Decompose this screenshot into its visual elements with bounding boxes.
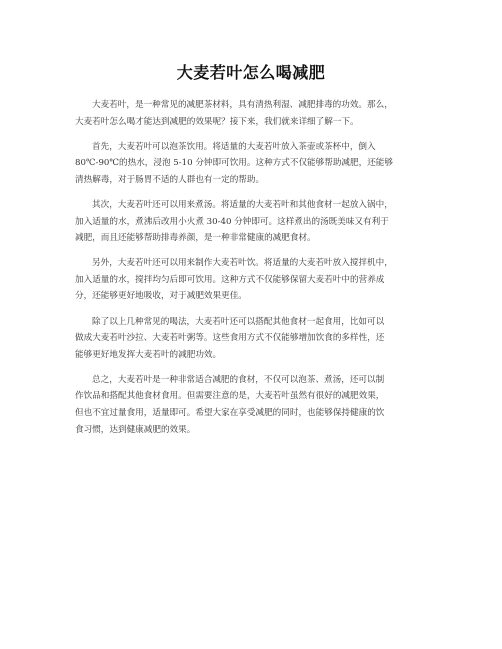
paragraph-line: 分，还能够更好地吸收，对于减肥效果更佳。 xyxy=(75,291,247,302)
paragraph-line: 首先，大麦若叶可以泡茶饮用。将适量的大麦若叶放入茶壶或茶杯中，倒入 xyxy=(92,141,376,152)
paragraph-line: 加入适量的水，搅拌均匀后即可饮用。这种方式不仅能够保留大麦若叶中的营养成 xyxy=(75,274,385,285)
paragraph-line: 大麦若叶怎么喝才能达到减肥的效果呢？接下来，我们就来详细了解一下。 xyxy=(75,116,359,127)
paragraph-pairing xyxy=(75,314,437,364)
paragraph-line: 但也不宜过量食用，适量即可。希望大家在享受减肥的同时，也能够保持健康的饮 xyxy=(75,408,385,418)
paragraph-line: 食习惯，达到健康减肥的效果。 xyxy=(75,424,196,435)
paragraph-intro xyxy=(75,97,437,130)
paragraph-soup xyxy=(75,197,437,247)
paragraph-line: 其次，大麦若叶还可以用来煮汤。将适量的大麦若叶和其他食材一起放入锅中， xyxy=(92,199,393,210)
paragraph-line: 另外，大麦若叶还可以用来制作大麦若叶饮。将适量的大麦若叶放入搅拌机中， xyxy=(92,258,393,269)
paragraph-line: 做成大麦若叶沙拉、大麦若叶粥等。这些食用方式不仅能够增加饮食的多样性，还 xyxy=(75,333,385,344)
paragraph-drink xyxy=(75,255,437,305)
paragraph-tea xyxy=(75,139,437,189)
paragraph-line: 总之，大麦若叶是一种非常适合减肥的食材，不仅可以泡茶、煮汤，还可以制 xyxy=(92,374,385,385)
document-body xyxy=(75,97,437,447)
paragraph-line: 除了以上几种常见的喝法，大麦若叶还可以搭配其他食材一起食用，比如可以 xyxy=(92,316,385,327)
paragraph-line: 清热解毒，对于肠胃不适的人群也有一定的帮助。 xyxy=(75,174,265,185)
document-title: 大麦若叶怎么喝减肥 xyxy=(176,63,326,82)
paragraph-line: 加入适量的水，煮沸后改用小火煮 30-40 分钟即可。这样煮出的汤既美味又有利于 xyxy=(75,216,389,227)
paragraph-line: 减肥，而且还能够帮助排毒养颜，是一种非常健康的减肥食材。 xyxy=(75,233,316,244)
paragraph-line: 作饮品和搭配其他食材食用。但需要注意的是，大麦若叶虽然有很好的减肥效果， xyxy=(75,391,385,402)
paragraph-line: 80℃-90℃的热水，浸泡 5-10 分钟即可饮用。这种方式不仅能够帮助减肥，还能够 xyxy=(75,158,393,169)
paragraph-line: 大麦若叶，是一种常见的减肥茶材料，具有清热利湿、减肥排毒的功效。那么， xyxy=(92,100,393,110)
paragraph-line: 能够更好地发挥大麦若叶的减肥功效。 xyxy=(75,349,222,360)
paragraph-summary xyxy=(75,372,437,438)
